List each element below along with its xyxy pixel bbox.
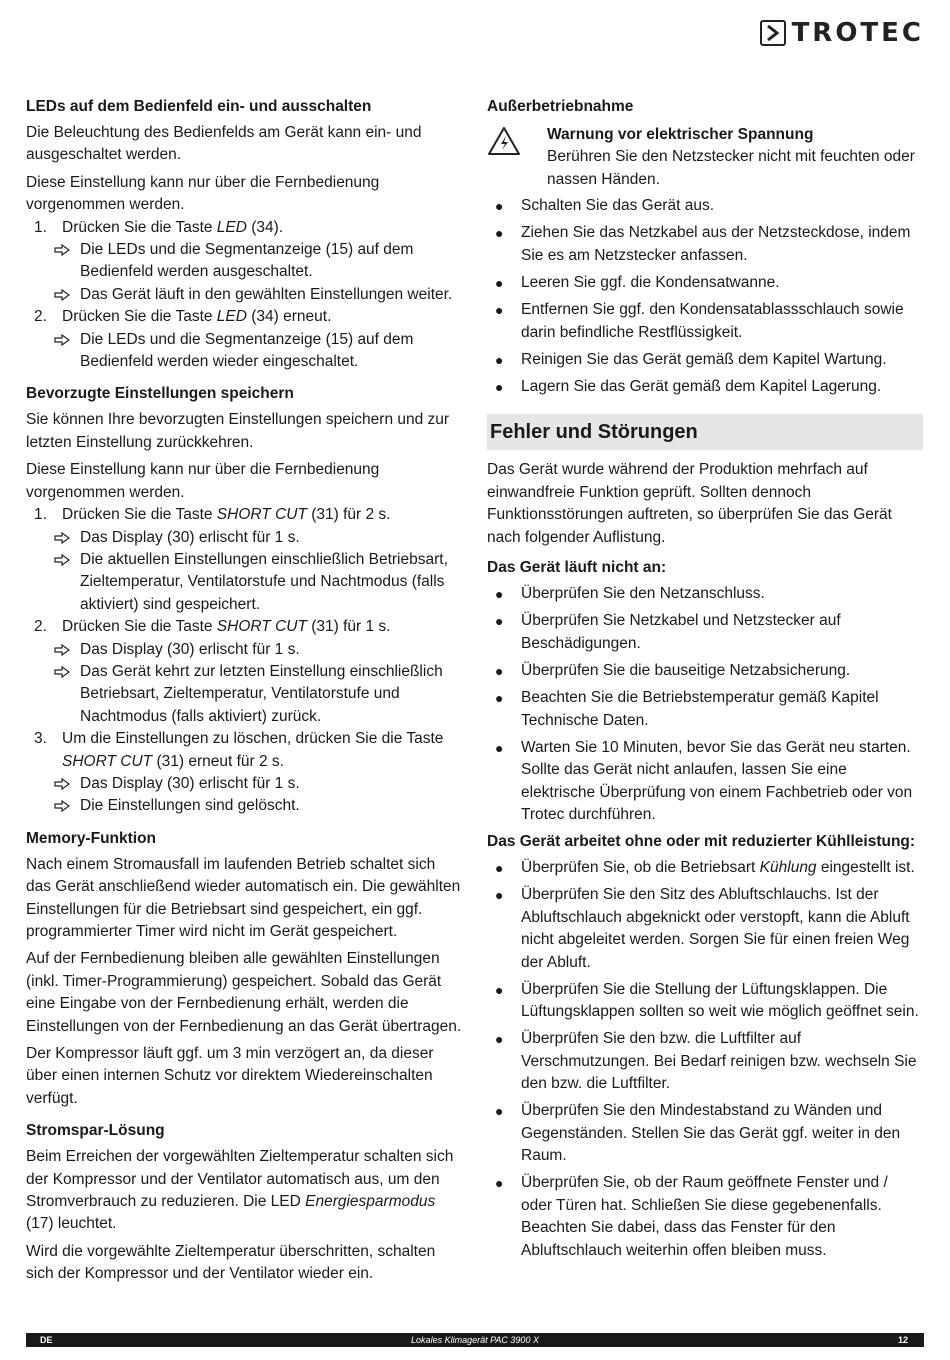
list-item: ● Schalten Sie das Gerät aus. <box>487 195 923 217</box>
led-heading: LEDs auf dem Bedienfeld ein- und ausschalten <box>26 98 372 115</box>
favorites-steps <box>26 504 462 818</box>
eco-heading: Stromspar-Lösung <box>26 1122 165 1140</box>
list-item: ● Überprüfen Sie den Mindestabstand zu Wänden und Gegenständen. Stellen Sie das Gerät ggf. weiter in den Raum. <box>487 1100 923 1167</box>
decommissioning-list <box>487 195 923 398</box>
bullet-icon: ● <box>495 1103 504 1120</box>
list-item: ● Überprüfen Sie den Sitz des Abluftschlauchs. Ist der Abluftschlauch abgeknickt oder verstopft, kann die Abluft nicht abgeleitet werden. Sorgen Sie für einen freien Weg der Abluft. <box>487 884 923 974</box>
list-item: 1. Drücken Sie die Taste SHORT CUT (31) für 2 s. <box>34 506 391 524</box>
arrow-right-icon <box>54 639 80 661</box>
list-item: 1. Drücken Sie die Taste LED (34). <box>34 218 284 236</box>
electric-warning <box>487 124 923 191</box>
arrow-right-icon <box>54 527 80 549</box>
bullet-icon: ● <box>495 1031 504 1048</box>
result-item: Das Gerät läuft in den gewählten Einstellungen weiter. <box>26 284 462 306</box>
arrow-right-icon <box>54 284 80 306</box>
result-item: Die Einstellungen sind gelöscht. <box>26 795 462 817</box>
bullet-icon: ● <box>495 613 504 630</box>
list-item: ● Entfernen Sie ggf. den Kondensatablassschlauch sowie darin befindliche Restflüssigkeit. <box>487 299 923 344</box>
list-item: ● Reinigen Sie das Gerät gemäß dem Kapitel Wartung. <box>487 349 923 371</box>
bullet-icon: ● <box>495 690 504 707</box>
right-column <box>487 96 923 1267</box>
bullet-icon: ● <box>495 225 504 242</box>
page-footer <box>26 1333 924 1347</box>
bullet-icon: ● <box>495 198 504 215</box>
bullet-icon: ● <box>495 662 504 679</box>
result-item: Die LEDs und die Segmentanzeige (15) auf dem Bedienfeld werden wieder eingeschaltet. <box>26 329 462 374</box>
eco-paragraph-1: Beim Erreichen der vorgewählten Zieltemperatur schalten sich der Kompressor und der Ventilator automatisch aus, um den Stromverbrauch zu reduzieren. Die LED Energiesparmodus (17) leuchtet. <box>26 1148 454 1233</box>
list-item: ● Überprüfen Sie, ob der Raum geöffnete Fenster und / oder Türen hat. Schließen Sie diese gegebenenfalls. Beachten Sie dabei, dass das Fenster für den Abluftschlauch weiterhin offen bleiben muss. <box>487 1172 923 1262</box>
favorites-paragraph-2: Diese Einstellung kann nur über die Fernbedienung vorgenommen werden. <box>26 461 380 501</box>
memory-heading: Memory-Funktion <box>26 829 157 847</box>
cooling-heading: Das Gerät arbeitet ohne oder mit reduzierter Kühlleistung: <box>487 833 916 851</box>
memory-paragraph-2: Auf der Fernbedienung bleiben alle gewählten Einstellungen (inkl. Timer-Programmierung) gespeichert. Sobald das Gerät eine Eingabe von der Fernbedienung erhält, werden die Einstellungen von der Fernbedienung an das Gerät übertragen. <box>26 950 462 1035</box>
bullet-icon: ● <box>495 275 504 292</box>
no-start-list <box>487 583 923 826</box>
bullet-icon: ● <box>495 981 504 998</box>
favorites-paragraph-1: Sie können Ihre bevorzugten Einstellungen speichern und zur letzten Einstellung zurückkehren. <box>26 411 450 451</box>
list-item: ● Überprüfen Sie Netzkabel und Netzstecker auf Beschädigungen. <box>487 610 923 655</box>
list-item: ● Ziehen Sie das Netzkabel aus der Netzsteckdose, indem Sie es am Netzstecker anfassen. <box>487 222 923 267</box>
decommissioning-heading: Außerbetriebnahme <box>487 98 634 115</box>
warning-triangle-icon <box>487 124 547 191</box>
brand-name: TROTEC <box>791 18 924 48</box>
memory-paragraph-1: Nach einem Stromausfall im laufenden Betrieb schaltet sich das Gerät anschließend wieder automatisch ein. Die gewählten Einstellungen für die Betriebsart sind gespeichert, ein ggf. programmierter Timer wird nicht im Gerät gespeichert. <box>26 855 461 940</box>
cooling-list <box>487 857 923 1262</box>
bullet-icon: ● <box>495 739 504 756</box>
list-item: ● Leeren Sie ggf. die Kondensatwanne. <box>487 272 923 294</box>
list-item: ● Lagern Sie das Gerät gemäß dem Kapitel Lagerung. <box>487 376 923 398</box>
favorites-heading: Bevorzugte Einstellungen speichern <box>26 385 294 403</box>
page-number: 12 <box>897 1335 908 1345</box>
bullet-icon: ● <box>495 1175 504 1192</box>
brand-logo <box>760 18 924 48</box>
left-column <box>26 96 462 1291</box>
arrow-right-icon <box>54 773 80 795</box>
arrow-right-icon <box>54 329 80 374</box>
led-steps <box>26 217 462 374</box>
list-item: ● Überprüfen Sie, ob die Betriebsart Kühlung eingestellt ist. <box>487 857 923 879</box>
eco-paragraph-2: Wird die vorgewählte Zieltemperatur überschritten, schalten sich der Kompressor und der Ventilator wieder ein. <box>26 1242 436 1283</box>
no-start-heading: Das Gerät läuft nicht an: <box>487 559 667 577</box>
bullet-icon: ● <box>495 351 504 368</box>
bullet-icon: ● <box>495 860 504 877</box>
list-item: 3. Um die Einstellungen zu löschen, drücken Sie die Taste SHORT CUT (31) erneut für 2 s. <box>34 730 444 770</box>
result-item: Die aktuellen Einstellungen einschließlich Betriebsart, Zieltemperatur, Ventilatorstufe und Nachtmodus (falls aktiviert) sind gespeichert. <box>26 549 462 616</box>
warning-title: Warnung vor elektrischer Spannung <box>547 126 814 143</box>
result-item: Das Display (30) erlischt für 1 s. <box>26 639 462 661</box>
faults-heading: Fehler und Störungen <box>487 414 923 450</box>
bullet-icon: ● <box>495 379 504 396</box>
result-item: Das Gerät kehrt zur letzten Einstellung einschließlich Betriebsart, Zieltemperatur, Ventilatorstufe und Nachtmodus (falls aktiviert) zurück. <box>26 661 462 728</box>
list-item: ● Überprüfen Sie den Netzanschluss. <box>487 583 923 605</box>
list-item: ● Überprüfen Sie den bzw. die Luftfilter auf Verschmutzungen. Bei Bedarf reinigen bzw. wechseln Sie den bzw. die Luftfilter. <box>487 1028 923 1095</box>
faults-intro: Das Gerät wurde während der Produktion mehrfach auf einwandfreie Funktion geprüft. Sollten dennoch Funktionsstörungen auftreten, so überprüfen Sie das Gerät nach folgender Auflistung. <box>487 461 892 546</box>
bullet-icon: ● <box>495 887 504 904</box>
memory-paragraph-3: Der Kompressor läuft ggf. um 3 min verzögert an, da dieser über einen internen Schutz vor direktem Wiedereinschalten verfügt. <box>26 1045 434 1107</box>
result-item: Das Display (30) erlischt für 1 s. <box>26 527 462 549</box>
list-item: 2. Drücken Sie die Taste SHORT CUT (31) für 1 s. <box>34 618 391 636</box>
list-item: ● Überprüfen Sie die Stellung der Lüftungsklappen. Die Lüftungsklappen sollten so weit wie möglich geöffnet sein. <box>487 979 923 1024</box>
footer-title: Lokales Klimagerät PAC 3900 X <box>411 1335 539 1345</box>
chevron-right-icon <box>760 20 786 46</box>
arrow-right-icon <box>54 239 80 284</box>
arrow-right-icon <box>54 795 80 817</box>
warning-text: Berühren Sie den Netzstecker nicht mit feuchten oder nassen Händen. <box>547 148 915 188</box>
arrow-right-icon <box>54 549 80 616</box>
bullet-icon: ● <box>495 586 504 603</box>
list-item: ● Beachten Sie die Betriebstemperatur gemäß Kapitel Technische Daten. <box>487 687 923 732</box>
arrow-right-icon <box>54 661 80 728</box>
bullet-icon: ● <box>495 302 504 319</box>
led-paragraph-2: Diese Einstellung kann nur über die Fernbedienung vorgenommen werden. <box>26 173 380 214</box>
result-item: Das Display (30) erlischt für 1 s. <box>26 773 462 795</box>
list-item: ● Warten Sie 10 Minuten, bevor Sie das Gerät neu starten. Sollte das Gerät nicht anlaufen, lassen Sie eine elektrische Überprüfung von einem Fachbetrieb oder von Trotec durchführen. <box>487 737 923 827</box>
list-item: ● Überprüfen Sie die bauseitige Netzabsicherung. <box>487 660 923 682</box>
led-paragraph-1: Die Beleuchtung des Bedienfelds am Gerät kann ein- und ausgeschaltet werden. <box>26 124 422 164</box>
footer-language: DE <box>40 1335 53 1345</box>
result-item: Die LEDs und die Segmentanzeige (15) auf dem Bedienfeld werden ausgeschaltet. <box>26 239 462 284</box>
list-item: 2. Drücken Sie die Taste LED (34) erneut. <box>34 308 332 326</box>
